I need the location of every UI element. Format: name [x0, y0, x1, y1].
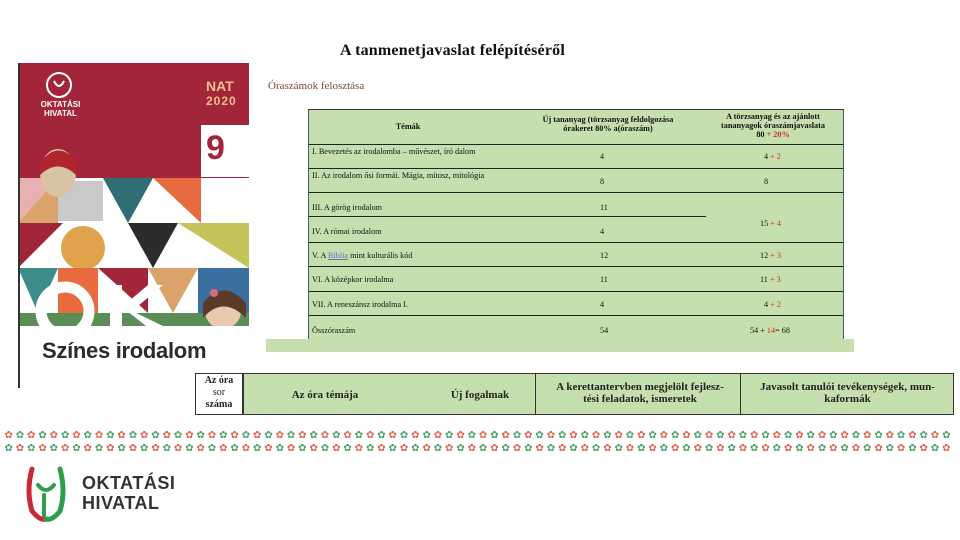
ornament-glyph: ✿	[422, 443, 431, 454]
ornament-glyph: ✿	[580, 430, 589, 441]
ornament-glyph: ✿	[693, 430, 702, 441]
ornament-glyph: ✿	[817, 430, 827, 441]
ornament-glyph: ✿	[919, 430, 928, 441]
ornament-glyph: ✿	[874, 430, 883, 441]
ornament-glyph: ✿	[569, 443, 578, 454]
ornament-glyph: ✿	[162, 430, 171, 441]
ornament-glyph: ✿	[445, 443, 454, 454]
table-row: VI. A középkor irodalma 11 11 + 3	[308, 266, 844, 267]
table-row: I. Bevezetés az irodalomba – művészet, író dalom 4 4 + 2	[308, 144, 844, 145]
ornament-glyph: ✿	[524, 443, 533, 454]
ornament-glyph: ✿	[38, 443, 47, 454]
cover-publisher: OKTATÁSI HIVATAL	[40, 100, 81, 118]
ornament-glyph: ✿	[241, 430, 251, 441]
ornament-glyph: ✿	[535, 430, 544, 441]
slide-title: A tanmenetjavaslat felépítéséről	[340, 42, 566, 59]
ornament-glyph: ✿	[716, 430, 725, 441]
ornament-glyph: ✿	[930, 443, 940, 454]
ornament-glyph: ✿	[704, 430, 714, 441]
ornament-glyph: ✿	[173, 443, 183, 454]
ornament-glyph: ✿	[49, 430, 59, 441]
col-header-new-material: Új tananyag (törzsanyag feldolgozása órakeret 80% a(óraszám)	[542, 115, 674, 133]
ornament-glyph: ✿	[456, 430, 465, 441]
ornament-glyph: ✿	[264, 443, 273, 454]
ornament-glyph: ✿	[829, 430, 838, 441]
cover-grade: 9	[206, 129, 225, 167]
ornament-glyph: ✿	[659, 443, 669, 454]
ornament-glyph: ✿	[806, 430, 815, 441]
ornament-glyph: ✿	[388, 430, 397, 441]
ornament-glyph: ✿	[682, 443, 691, 454]
ornament-glyph: ✿	[140, 443, 149, 454]
ornament-glyph: ✿	[456, 443, 465, 454]
ornament-glyph: ✿	[625, 430, 635, 441]
ornament-glyph: ✿	[614, 430, 623, 441]
ornament-glyph: ✿	[433, 430, 443, 441]
table-row: V. A Biblia mint kulturális kód 12 12 + 3	[308, 242, 844, 243]
ornament-glyph: ✿	[501, 430, 510, 441]
ornament-glyph: ✿	[727, 443, 736, 454]
ornament-glyph: ✿	[320, 443, 330, 454]
ornament-glyph: ✿	[648, 443, 657, 454]
ornament-glyph: ✿	[580, 443, 589, 454]
ornament-glyph: ✿	[772, 430, 782, 441]
ornament-glyph: ✿	[908, 430, 917, 441]
ornament-glyph: ✿	[930, 430, 940, 441]
ornament-glyph: ✿	[546, 430, 556, 441]
ornament-glyph: ✿	[128, 430, 138, 441]
ornament-glyph: ✿	[377, 443, 386, 454]
ornament-glyph: ✿	[38, 430, 47, 441]
cover-book-title: Színes irodalom	[42, 338, 207, 363]
ornament-glyph: ✿	[693, 443, 702, 454]
ornament-glyph: ✿	[851, 443, 861, 454]
ornament-glyph: ✿	[670, 430, 680, 441]
ornament-glyph: ✿	[942, 443, 951, 454]
ornament-glyph: ✿	[332, 443, 341, 454]
ornament-glyph: ✿	[162, 443, 171, 454]
decorative-ornament-strip	[3, 430, 957, 456]
ornament-glyph: ✿	[298, 430, 307, 441]
ornament-glyph: ✿	[670, 443, 680, 454]
ornament-glyph: ✿	[795, 430, 804, 441]
ornament-glyph: ✿	[72, 430, 81, 441]
ornament-glyph: ✿	[275, 430, 284, 441]
ornament-row-top	[3, 430, 957, 442]
ornament-glyph: ✿	[275, 443, 284, 454]
ornament-glyph: ✿	[365, 443, 375, 454]
ornament-glyph: ✿	[365, 430, 375, 441]
ornament-glyph: ✿	[286, 443, 296, 454]
ornament-glyph: ✿	[433, 443, 443, 454]
ornament-glyph: ✿	[286, 430, 296, 441]
ornament-glyph: ✿	[4, 430, 13, 441]
ornament-glyph: ✿	[354, 430, 364, 441]
ornament-glyph: ✿	[230, 443, 239, 454]
ornament-glyph: ✿	[106, 430, 115, 441]
ornament-glyph: ✿	[27, 443, 36, 454]
ornament-glyph: ✿	[128, 443, 138, 454]
ornament-glyph: ✿	[264, 430, 273, 441]
ornament-glyph: ✿	[185, 430, 194, 441]
ornament-glyph: ✿	[309, 443, 318, 454]
header-lesson-no: Az óra sor száma	[204, 375, 234, 410]
ornament-glyph: ✿	[659, 430, 669, 441]
ornament-glyph: ✿	[117, 443, 126, 454]
allocation-heading: Óraszámok felosztása	[268, 80, 365, 92]
ornament-glyph: ✿	[546, 443, 556, 454]
ornament-glyph: ✿	[738, 443, 748, 454]
ornament-glyph: ✿	[783, 430, 793, 441]
ornament-glyph: ✿	[806, 443, 815, 454]
ornament-glyph: ✿	[399, 443, 409, 454]
ornament-glyph: ✿	[512, 443, 522, 454]
ornament-glyph: ✿	[207, 443, 217, 454]
ornament-glyph: ✿	[241, 443, 251, 454]
lesson-plan-table	[195, 373, 954, 415]
table-row: VII. A reneszánsz irodalma I. 4 4 + 2	[308, 291, 844, 292]
ornament-glyph: ✿	[512, 430, 522, 441]
header-concepts: Új fogalmak	[450, 389, 510, 401]
ornament-glyph: ✿	[535, 443, 544, 454]
ornament-glyph: ✿	[603, 443, 612, 454]
ornament-glyph: ✿	[524, 430, 533, 441]
ornament-glyph: ✿	[682, 430, 691, 441]
header-topic: Az óra témája	[291, 389, 359, 401]
ornament-glyph: ✿	[151, 443, 160, 454]
ornament-glyph: ✿	[591, 430, 601, 441]
ornament-glyph: ✿	[885, 443, 894, 454]
ornament-glyph: ✿	[309, 430, 318, 441]
ornament-glyph: ✿	[388, 443, 397, 454]
ornament-glyph: ✿	[863, 430, 872, 441]
table-row-total: Összóraszám 54 54 + 14= 68	[308, 315, 844, 316]
ornament-glyph: ✿	[783, 443, 793, 454]
ornament-glyph: ✿	[411, 430, 420, 441]
table-row: III. A görög irodalom 11	[308, 192, 844, 193]
ornament-glyph: ✿	[478, 443, 488, 454]
ornament-glyph: ✿	[817, 443, 827, 454]
ornament-glyph: ✿	[207, 430, 217, 441]
ornament-glyph: ✿	[761, 443, 770, 454]
ornament-glyph: ✿	[648, 430, 657, 441]
ornament-glyph: ✿	[908, 443, 917, 454]
ornament-glyph: ✿	[230, 430, 239, 441]
ornament-glyph: ✿	[15, 443, 25, 454]
footer-organization-name: OKTATÁSI HIVATAL	[82, 473, 176, 513]
ornament-glyph: ✿	[885, 430, 894, 441]
ornament-glyph: ✿	[738, 430, 748, 441]
ornament-glyph: ✿	[569, 430, 578, 441]
ornament-glyph: ✿	[72, 443, 81, 454]
ornament-glyph: ✿	[320, 430, 330, 441]
ornament-glyph: ✿	[411, 443, 420, 454]
ornament-glyph: ✿	[60, 443, 70, 454]
ornament-glyph: ✿	[252, 430, 262, 441]
ornament-glyph: ✿	[83, 443, 92, 454]
ornament-glyph: ✿	[716, 443, 725, 454]
ornament-glyph: ✿	[49, 443, 59, 454]
ornament-glyph: ✿	[896, 430, 906, 441]
cover-nat-year: 2020	[206, 94, 237, 108]
ornament-glyph: ✿	[4, 443, 13, 454]
ornament-glyph: ✿	[942, 430, 951, 441]
ornament-glyph: ✿	[772, 443, 782, 454]
ornament-glyph: ✿	[840, 443, 849, 454]
table-row: IV. A római irodalom 4	[308, 216, 706, 217]
header-tasks: A kerettantervben megjelölt fejlesz- tési feladatok, ismeretek	[556, 381, 724, 405]
ornament-glyph: ✿	[614, 443, 623, 454]
ornament-glyph: ✿	[219, 430, 228, 441]
ornament-glyph: ✿	[467, 430, 477, 441]
ornament-glyph: ✿	[27, 430, 36, 441]
ornament-glyph: ✿	[863, 443, 872, 454]
ornament-glyph: ✿	[332, 430, 341, 441]
header-activities: Javasolt tanulói tevékenységek, mun- kaformák	[760, 381, 935, 405]
ornament-glyph: ✿	[490, 443, 499, 454]
ornament-glyph: ✿	[106, 443, 115, 454]
oktatasi-hivatal-logo-icon	[22, 461, 70, 523]
col-header-suggested: A törzsanyag és az ajánlott tananyagok óraszámjavaslata 80 + 20%	[721, 112, 825, 139]
ornament-glyph: ✿	[117, 430, 126, 441]
ornament-glyph: ✿	[140, 430, 149, 441]
ornament-glyph: ✿	[343, 430, 352, 441]
ornament-glyph: ✿	[919, 443, 928, 454]
cover-edge-line	[18, 63, 20, 388]
ornament-glyph: ✿	[874, 443, 883, 454]
ornament-glyph: ✿	[591, 443, 601, 454]
ornament-glyph: ✿	[603, 430, 612, 441]
ornament-glyph: ✿	[94, 443, 104, 454]
publisher-owl-icon	[40, 69, 78, 103]
ornament-glyph: ✿	[422, 430, 431, 441]
allocation-table	[308, 109, 844, 339]
ornament-glyph: ✿	[851, 430, 861, 441]
table-row: II. Az irodalom ősi formái. Mágia, mítosz, mitológia 8 8	[308, 168, 844, 169]
ornament-glyph: ✿	[704, 443, 714, 454]
ornament-glyph: ✿	[298, 443, 307, 454]
ornament-glyph: ✿	[377, 430, 386, 441]
ornament-glyph: ✿	[558, 430, 567, 441]
ornament-glyph: ✿	[727, 430, 736, 441]
ornament-glyph: ✿	[840, 430, 849, 441]
ornament-glyph: ✿	[829, 443, 838, 454]
merged-cell-greek-roman: 15 + 4	[760, 219, 781, 228]
ornament-glyph: ✿	[896, 443, 906, 454]
allocation-band	[266, 339, 854, 352]
ornament-glyph: ✿	[399, 430, 409, 441]
ornament-glyph: ✿	[343, 443, 352, 454]
ornament-glyph: ✿	[501, 443, 510, 454]
ornament-glyph: ✿	[94, 430, 104, 441]
ornament-glyph: ✿	[15, 430, 25, 441]
ornament-glyph: ✿	[60, 430, 70, 441]
ornament-glyph: ✿	[490, 430, 499, 441]
textbook-cover	[18, 63, 249, 388]
ornament-glyph: ✿	[625, 443, 635, 454]
cover-nat-label: NAT	[206, 78, 234, 94]
ornament-glyph: ✿	[196, 443, 205, 454]
ornament-glyph: ✿	[467, 443, 477, 454]
ornament-glyph: ✿	[761, 430, 770, 441]
ornament-glyph: ✿	[558, 443, 567, 454]
ornament-glyph: ✿	[173, 430, 183, 441]
ornament-glyph: ✿	[151, 430, 160, 441]
ornament-glyph: ✿	[219, 443, 228, 454]
ornament-glyph: ✿	[196, 430, 205, 441]
ornament-glyph: ✿	[750, 430, 759, 441]
ornament-glyph: ✿	[637, 430, 646, 441]
ornament-glyph: ✿	[252, 443, 262, 454]
ornament-glyph: ✿	[478, 430, 488, 441]
ornament-glyph: ✿	[637, 443, 646, 454]
ornament-glyph: ✿	[83, 430, 92, 441]
ornament-glyph: ✿	[795, 443, 804, 454]
ornament-row-bottom	[3, 443, 957, 455]
col-header-topic: Témák	[395, 122, 421, 131]
ornament-glyph: ✿	[445, 430, 454, 441]
ornament-glyph: ✿	[354, 443, 364, 454]
ornament-glyph: ✿	[185, 443, 194, 454]
ornament-glyph: ✿	[750, 443, 759, 454]
